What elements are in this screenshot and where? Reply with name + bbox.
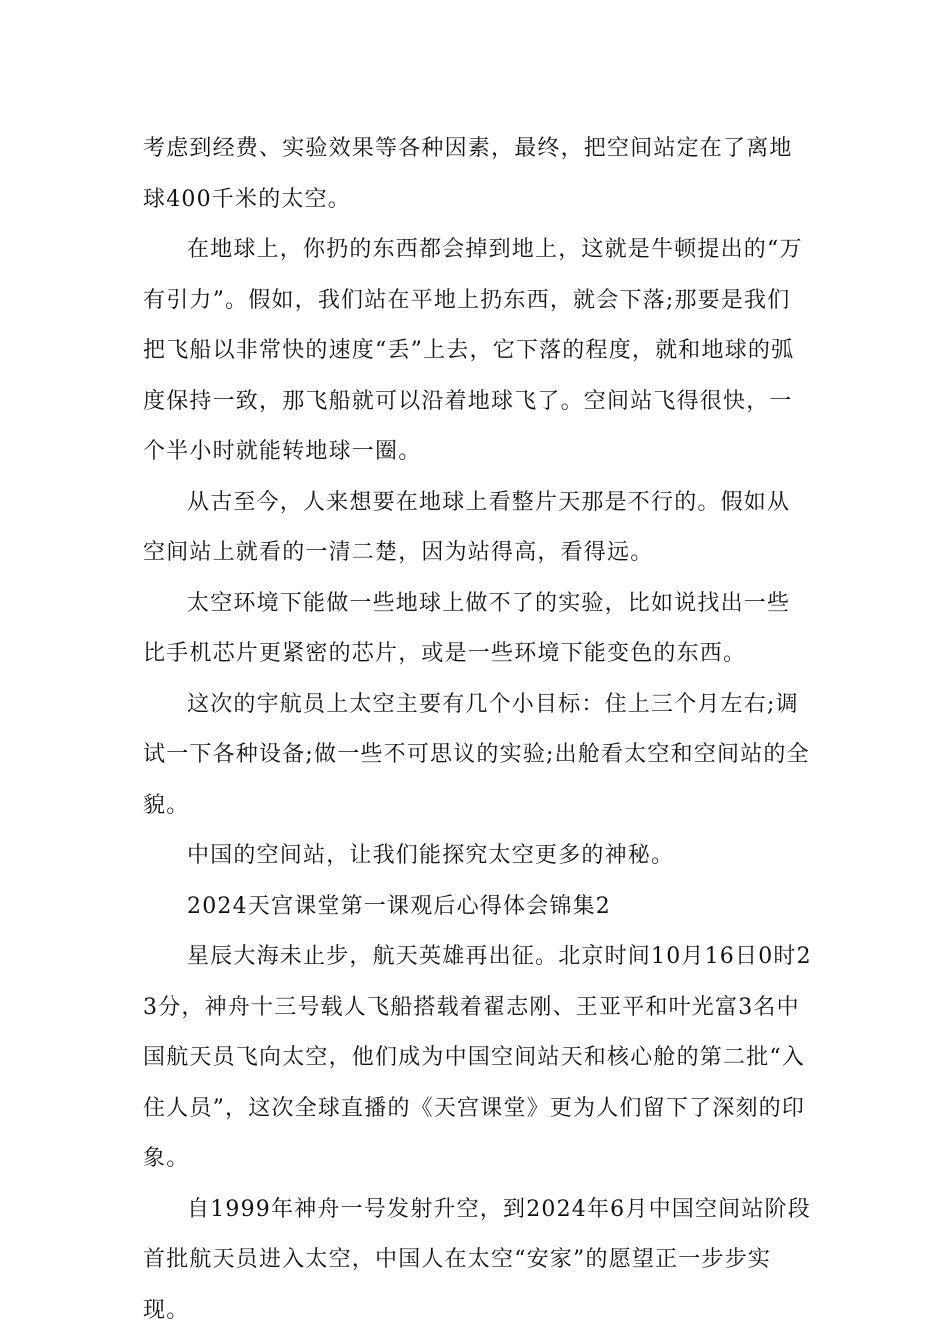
- section-heading: 2024天宫课堂第一课观后心得体会锦集2: [187, 893, 611, 919]
- paragraph: 中国的空间站，让我们能探究太空更多的神秘。: [187, 843, 675, 868]
- paragraph: 星辰大海未止步，航天英雄再出征。北京时间10月16日0时23分，神舟十三号载人飞船搭载着翟志刚、王亚平和叶光富3名中国航天员飞向太空，他们成为中国空间站天和核心舱的第二批“入住人员”，这次全球直播的《天宫课堂》更为人们留下了深刻的印象。: [143, 944, 812, 1171]
- paragraph: 从古至今，人来想要在地球上看整片天那是不行的。假如从空间站上就看的一清二楚，因为站得高，看得远。: [143, 489, 791, 565]
- paragraph: 考虑到经费、实验效果等各种因素，最终，把空间站定在了离地球400千米的太空。: [143, 136, 793, 212]
- paragraph: 这次的宇航员上太空主要有几个小目标：住上三个月左右;调试一下各种设备;做一些不可思议的实验;出舱看太空和空间站的全貌。: [143, 691, 810, 818]
- paragraph: 自1999年神舟一号发射升空，到2024年6月中国空间站阶段首批航天员进入太空，中国人在太空“安家”的愿望正一步步实现。: [143, 1196, 811, 1323]
- document-body: [143, 124, 813, 1336]
- paragraph: 在地球上，你扔的东西都会掉到地上，这就是牛顿提出的“万有引力”。假如，我们站在平地上扔东西，就会下落;那要是我们把飞船以非常快的速度“丢”上去，它下落的程度，就和地球的弧度保持一致，那飞船就可以沿着地球飞了。空间站飞得很快，一个半小时就能转地球一圈。: [143, 237, 803, 464]
- paragraph: 太空环境下能做一些地球上做不了的实验，比如说找出一些比手机芯片更紧密的芯片，或是一些环境下能变色的东西。: [143, 590, 791, 666]
